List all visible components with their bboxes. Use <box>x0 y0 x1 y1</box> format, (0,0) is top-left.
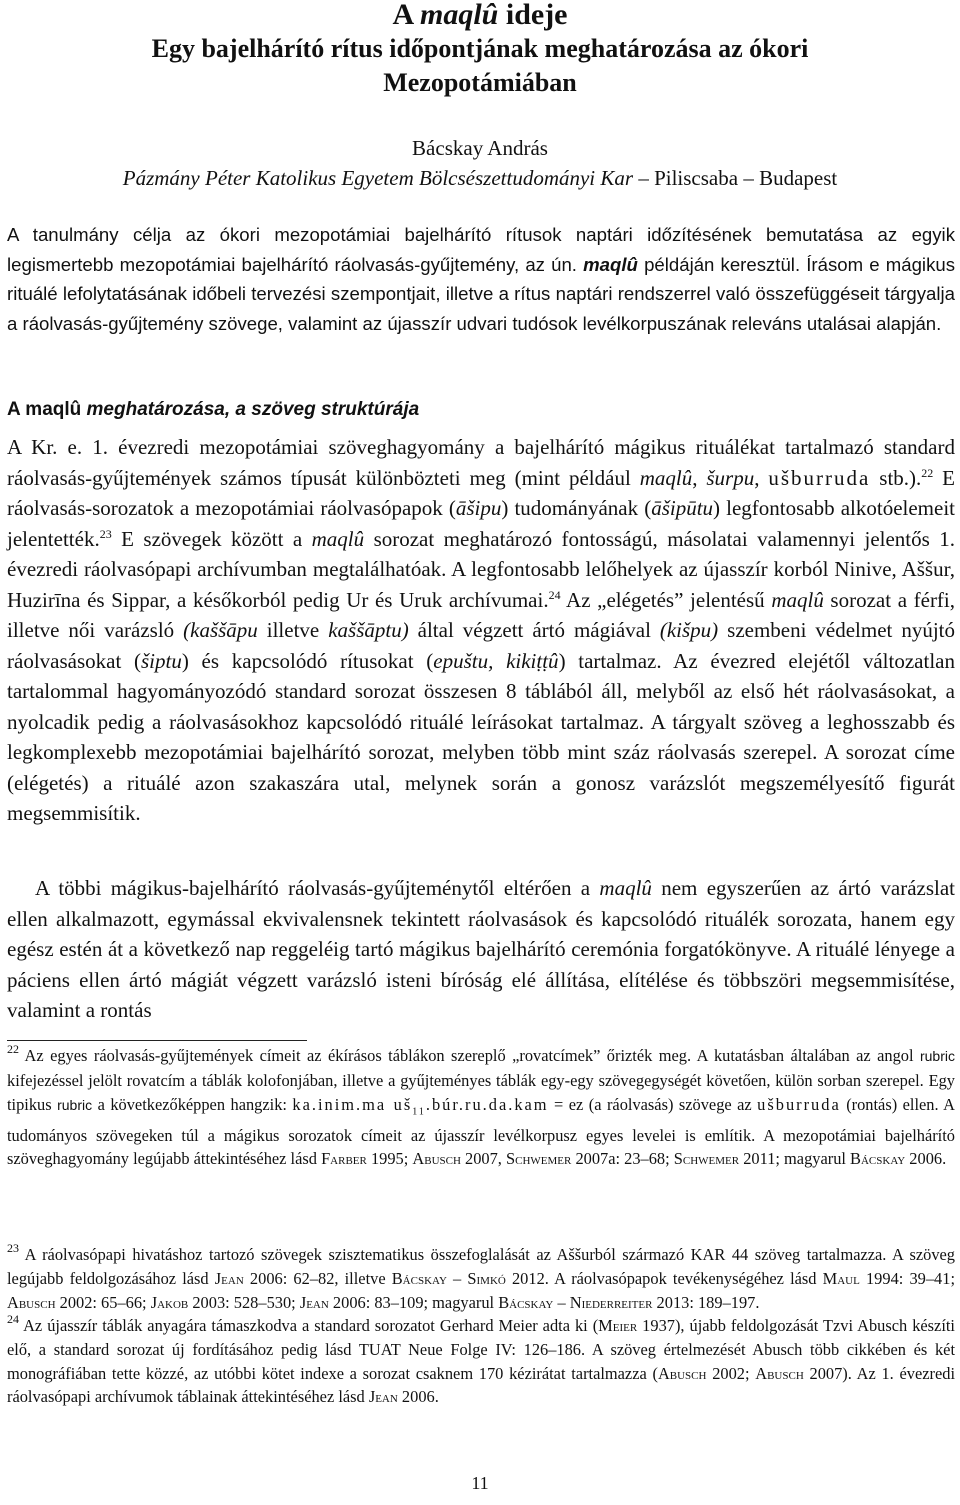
paper-title: A maqlû ideje <box>392 0 568 31</box>
author-name: Bácskay András <box>412 136 548 160</box>
footnote-24: $^{24}$ Az újasszír táblák anyagára támaszkodva a standard sorozatot Gerhard Meier adta ki (Meier 1937), újabb feldolgozását Tzvi Abusch készíti elő, a standard sorozat új fordításához pedig lásd TUAT Neue Folge IV: 126–186. A szöveg értelmezését Abusch több cikkében és két monográfiában tette közzé, az utóbbi kötet indexe a sorozat csaknem 170 kézirátat tartalmazza (Abusch 2002; Abusch 2007). Az 1. évezredi ráolvasópapi archívumok táblainak áttekintéséhez lásd Jean 2006. <box>7 1312 956 1407</box>
footnote-separator <box>7 1040 307 1041</box>
section-heading: A maqlû meghatározása, a szöveg struktúrája <box>7 399 420 420</box>
abstract: A tanulmány célja az ókori mezopotámiai bajelhárító rítusok naptári időzítésének bemutatása az egyik legismertebb mezopotámiai bajelhárító ráolvasás-gyűjtemény, az ún. maqlû példáján keresztül. Írásom e mágikus rituálé lefolytatásának időbeli tervezési szempontjait, illetve a rítus naptári rendszerrel való összefüggéseit tárgyalja a ráolvasás-gyűjtemény szövege, valamint az újasszír udvari tudósok levélkorpuszának releváns utalásai alapján. <box>7 224 956 334</box>
body-paragraph-1: A Kr. e. 1. évezredi mezopotámiai szöveghagyomány a bajelhárító mágikus rituálékat tartalmazó standard ráolvasás-gyűjtemények számos típusát különbözteti meg (mint például maqlû, šurpu, ušburruda stb.).$^{22}$ E ráolvasás-sorozatok a mezopotámiai ráolvasópapok (āšipu) tudományának (āšipūtu) legfontosabb alkotóelemeit jelentették.$^{23}$ E szövegek között a maqlû sorozat meghatározó fontosságú, másolatai valamennyi jelentős 1. évezredi ráolvasópapi archívumban megtalálhatóak. A legfontosabb lelőhelyek az újasszír korból Ninive, Aššur, Huzirīna és Sippar, a későkorból pedig Ur és Uruk archívumai.$^{24}$ Az „elégetés” jelentésű maqlû sorozat a férfi, illetve női varázsló (kaššāpu illetve kaššāptu) által végzett ártó mágiával (kišpu) szembeni védelmet nyújtó ráolvasásokat (šiptu) és kapcsolódó rítusokat (epuštu, kikiṭṭû) tartalmaz. Az évezred elejétől változatlan tartalommal hagyományozódó standard sorozat összesen 8 táblából áll, melyből az első hét ráolvasásokat, a nyolcadik pedig a ráolvasásokhoz kapcsolódó rituálé leírásokat tartalmaz. A tárgyalt szöveg a leghosszabb és legkomplexebb mezopotámiai bajelhárító sorozat, melyben több mint száz ráolvasás szerepel. A sorozat címe (elégetés) a rituálé azon szakaszára utal, melynek során a gonosz varázslót megszemélyesítő figurát megsemmisítik. <box>7 435 956 825</box>
paper-subtitle-line-2: Mezopotámiában <box>383 68 577 97</box>
author-affiliation <box>0 165 960 191</box>
affiliation-location: – Piliscsaba – Budapest <box>633 166 838 190</box>
footnote-22: $^{22}$ Az egyes ráolvasás-gyűjtemények címeit az ékírásos táblákon szereplő „rovatcímek” őrizték meg. A kutatásban általában az angol rubric kifejezéssel jelölt rovatcím a táblák kolofonjában, illetve a gyűjteményes táblák egy-egy szövegegységét követően, külön sorban szerepel. Egy tipikus rubric a következőképpen hangzik: ka.inim.ma $uš_{11}.búr.ru.da.kam$ = ez (a ráolvasás) szövege az ušburruda (rontás) ellen. A tudományos szövegeken túl a mágikus sorozatok címeit az újasszír levélkorpusz egyes levelei is említik. A mezopotámiai bajelhárító szöveghagyomány legújabb áttekintéséhez lásd Farber 1995; Abusch 2007, Schwemer 2007a: 23–68; Schwemer 2011; magyarul Bácskay 2006. <box>7 1042 955 1169</box>
footnote-23: $^{23}$ A ráolvasópapi hivatáshoz tartozó szövegek szisztematikus összefoglalását az Aššurból származó KAR 44 szöveg tartalmazza. A szöveg legújabb feldolgozásához lásd Jean 2006: 62–82, illetve Bácskay – Simkó 2012. A ráolvasópapok tevékenységéhez lásd Maul 1994: 39–41; Abusch 2002: 65–66; Jakob 2003: 528–530; Jean 2006: 83–109; magyarul Bácskay – Niederreiter 2013: 189–197. <box>7 1241 956 1312</box>
affiliation-institution: Pázmány Péter Katolikus Egyetem Bölcsészettudományi Kar <box>122 166 634 190</box>
page-number: 11 <box>471 1473 489 1493</box>
body-paragraph-2: A többi mágikus-bajelhárító ráolvasás-gyűjteménytől eltérően a maqlû nem egyszerűen az ártó varázslat ellen alkalmazott, egymással ekvivalensnek tekintett ráolvasások és kapcsolódó rituálék sorozata, hanem egy egész estén át a következő nap reggeléig tartó mágikus bajelhárító ceremónia forgatókönyve. A rituálé lényege a páciens ellen ártó mágiát végzett varázsló isteni bíróság elé állítása, elítélése és többszöri megsemmisítése, valamint a rontás <box>7 876 955 1022</box>
paper-subtitle-line-1: Egy bajelhárító rítus időpontjának meghatározása az ókori <box>151 34 809 63</box>
